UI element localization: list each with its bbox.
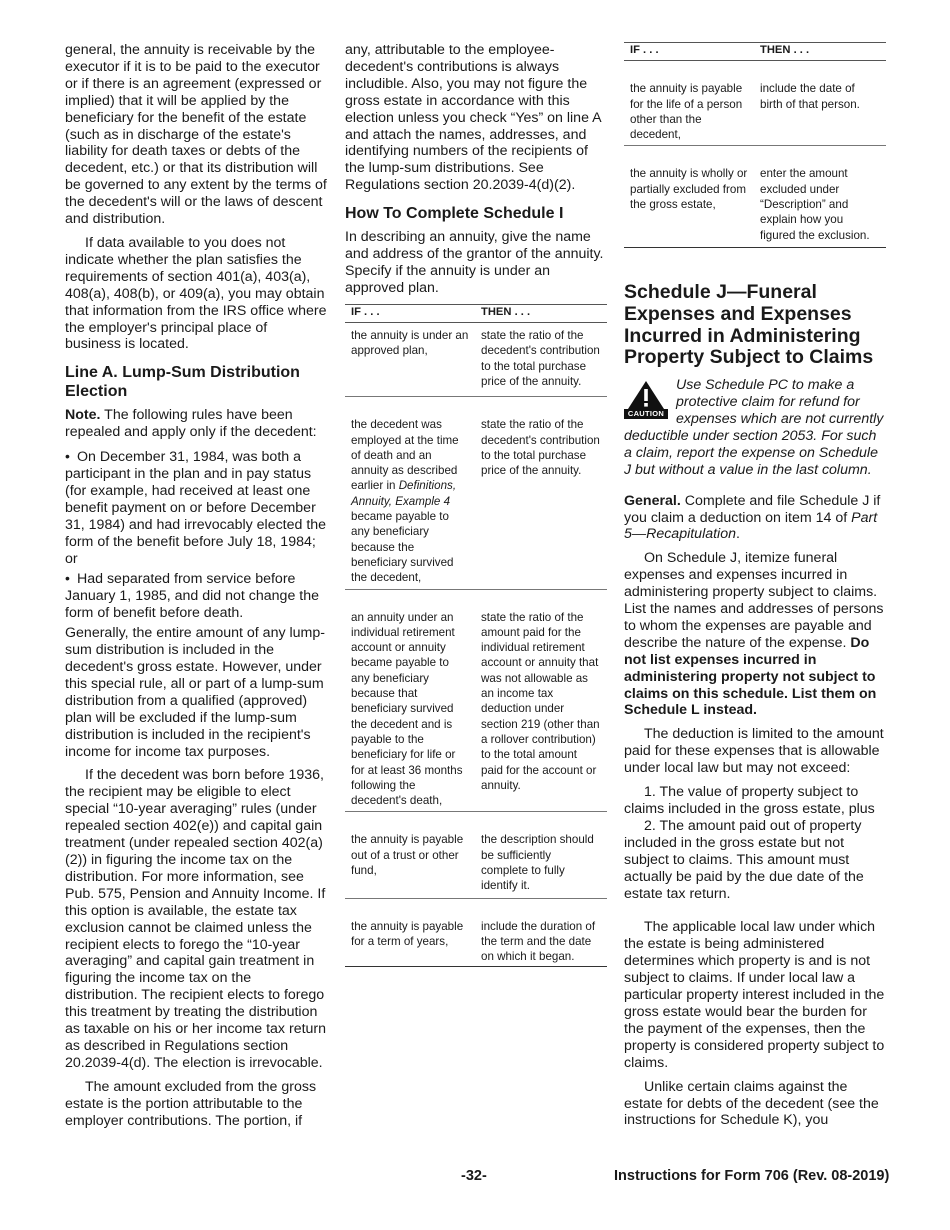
list-item: 2. The amount paid out of property included in the gross estate but not subject to claims. This amount must actually be paid by the due date of the estate tax return.: [624, 817, 864, 902]
table-row: [345, 812, 607, 898]
paragraph: [624, 550, 886, 719]
schedule-i-table-continued: [624, 42, 886, 248]
cell-text: the decedent was employed at the time of death and an annuity as described earlier in: [351, 418, 459, 493]
general-text: Complete and file Schedule J if you claim a deduction on item 14 of: [624, 492, 881, 526]
caution-text: Use Schedule PC to make a protective claim for refund for expenses which are not currently deductible under section 2053. For such a claim, report the expense on Schedule J but without a value in the last column.: [624, 377, 884, 478]
cell-then: include the duration of the term and the date on which it began.: [475, 898, 607, 967]
column-1: [65, 42, 327, 1136]
column-2: [345, 42, 607, 967]
section-heading-schedule-i: How To Complete Schedule I: [345, 205, 564, 223]
paragraph: The amount excluded from the gross estate is the portion attributable to the employer contributions. The portion, if: [65, 1078, 317, 1129]
paragraph: general, the annuity is receivable by the executor if it is to be paid to the executor or if there is an agreement (expressed or implied) that it will be applied by the beneficiary for the benefit of the estate (such as in discharge of the estate's liability for death taxes or debts of the decedent, etc.) or that its distribution will be governed to any extent by the terms of the decedent's will or the laws of descent and distribution.: [65, 42, 327, 228]
general-text: .: [736, 526, 740, 543]
cell-then: state the ratio of the decedent's contribution to the total purchase price of the annuity.: [475, 397, 607, 589]
note-label: Note.: [65, 407, 101, 424]
table-row: [624, 61, 886, 146]
table-header-then: THEN . . .: [754, 43, 886, 61]
general-label: General.: [624, 492, 681, 509]
list-item: 1. The value of property subject to claims included in the gross estate, plus: [624, 784, 875, 817]
paragraph: The applicable local law under which the estate is being administered determines which property is and is not subject to claims. If under local law a particular property interest included in the gross estate would bear the burden for the payment of the expenses, then the property is considered property subject to claims.: [624, 919, 885, 1071]
table-row: [345, 589, 607, 812]
paragraph: The deduction is limited to the amount paid for these expenses that is allowable under local law but may not exceed:: [624, 726, 884, 777]
paragraph: If the decedent was born before 1936, the recipient may be eligible to elect special “10-year averaging” rules (under repealed section 402(e)) and capital gain treatment (under repealed section 402(a)(2)) in figuring the income tax on the distribution. For more information, see Pub. 575, Pension and Annuity Income. If this option is available, the estate tax exclusion cannot be claimed unless the recipient elects to forego the “10-year averaging” and capital gain treatment in figuring the income tax on the distribution. The recipient elects to forego this treatment by treating the distribution as taxable on his or her income tax return as described in Regulations section 20.2039-4(d). The election is irrevocable.: [65, 767, 327, 1071]
paragraph-text: On Schedule J, itemize funeral expenses and expenses incurred in administering property subject to claims. List the names and addresses of persons to whom the expenses are payable and describe the nature of the expense.: [624, 550, 884, 651]
bullet-item: [65, 570, 327, 622]
note-paragraph: [65, 407, 327, 441]
caution-paragraph: [624, 377, 886, 478]
table-header-if: IF . . .: [345, 304, 475, 322]
bullet-text: On December 31, 1984, was both a participant in the plan and in pay status (for example, had received at least one benefit payment on or before December 31, 1984) and had irrevocably elected the form of the benefit before July 18, 1984; or: [65, 449, 327, 567]
cell-then: the description should be sufficiently complete to fully identify it.: [475, 812, 607, 898]
paragraph: In describing an annuity, give the name and address of the grantor of the annuity. Specify if the annuity is under an approved plan.: [345, 229, 604, 296]
cell-if: the annuity is payable out of a trust or other fund,: [345, 812, 475, 898]
cell-then: state the ratio of the amount paid for the individual retirement account or annuity that was not allowable as an income tax deduction under section 219 (other than a rollover contribution) to the total amount paid for the account or annuity.: [475, 589, 607, 812]
section-heading-line-a: Line A. Lump-Sum Distribution Election: [65, 364, 300, 401]
cell-if: the annuity is payable for a term of years,: [345, 898, 475, 967]
cell-if: an annuity under an individual retirement account or annuity became payable to any beneficiary because that beneficiary survived the decedent and is payable to the beneficiary for life or for at least 36 months following the decedent's death,: [345, 589, 475, 812]
caution-icon: [624, 379, 668, 419]
table-header-if: IF . . .: [624, 43, 754, 61]
paragraph: If data available to you does not indicate whether the plan satisfies the requirements of section 401(a), 403(a), 408(a), 408(b), or 409(a), you may obtain that information from the IRS office where the employer's principal place of business is located.: [65, 234, 327, 353]
cell-then: enter the amount excluded under “Description” and explain how you figured the exclusion.: [754, 146, 886, 247]
note-text: The following rules have been repealed and apply only if the decedent:: [65, 407, 317, 441]
paragraph: any, attributable to the employee-decedent's contributions is always includible. Also, you may not figure the gross estate in accordance with this election unless you check “Yes” on line A and attach the names, addresses, and identifying numbers of the recipients of the lump-sum distributions. See Regulations section 20.2039-4(d)(2).: [345, 42, 601, 194]
bullet-text: Had separated from service before January 1, 1985, and did not change the form of benefit before death.: [65, 571, 319, 622]
caution-label: CAUTION: [627, 409, 665, 419]
paragraph: Unlike certain claims against the estate for debts of the decedent (see the instructions for Schedule K), you: [624, 1078, 879, 1129]
table-row: [345, 397, 607, 589]
cell-if: the annuity is under an approved plan,: [345, 323, 475, 397]
section-heading-schedule-j: Schedule J—Funeral Expenses and Expenses Incurred in Administering Property Subject to Claims: [624, 280, 874, 369]
cell-then: include the date of birth of that person.: [754, 61, 886, 146]
page-number: -32-: [461, 1168, 487, 1184]
table-header-then: THEN . . .: [475, 304, 607, 322]
paragraph-bold-text: Do not list expenses incurred in administering property not subject to claims on this schedule. List them on Schedule L instead.: [624, 634, 877, 719]
schedule-i-table: [345, 304, 607, 968]
bullet-item: [65, 448, 327, 567]
cell-then: state the ratio of the decedent's contribution to the total purchase price of the annuity.: [475, 323, 607, 397]
cell-text: became payable to any beneficiary because the beneficiary survived the decedent,: [351, 510, 454, 585]
cell-if: the annuity is payable for the life of a person other than the decedent,: [624, 61, 754, 146]
table-row: [624, 146, 886, 247]
general-text-italic: Part 5—Recapitulation: [624, 509, 878, 543]
cell-if: the annuity is wholly or partially excluded from the gross estate,: [624, 146, 754, 247]
table-row: [345, 323, 607, 397]
form-footer-title: Instructions for Form 706 (Rev. 08-2019): [614, 1168, 890, 1184]
column-3: [624, 42, 886, 1136]
cell-if: [345, 397, 475, 589]
bullet-icon: •: [65, 570, 70, 587]
paragraph: Generally, the entire amount of any lump-sum distribution is included in the decedent's gross estate. However, under this special rule, all or part of a lump-sum distribution from a qualified (approved) plan will be excluded if the lump-sum distribution is included in the recipient's income for income tax purposes.: [65, 625, 325, 760]
cell-text-italic: Definitions, Annuity, Example 4: [351, 479, 457, 508]
bullet-icon: •: [65, 448, 70, 465]
table-row: [345, 898, 607, 967]
general-paragraph: [624, 493, 886, 544]
